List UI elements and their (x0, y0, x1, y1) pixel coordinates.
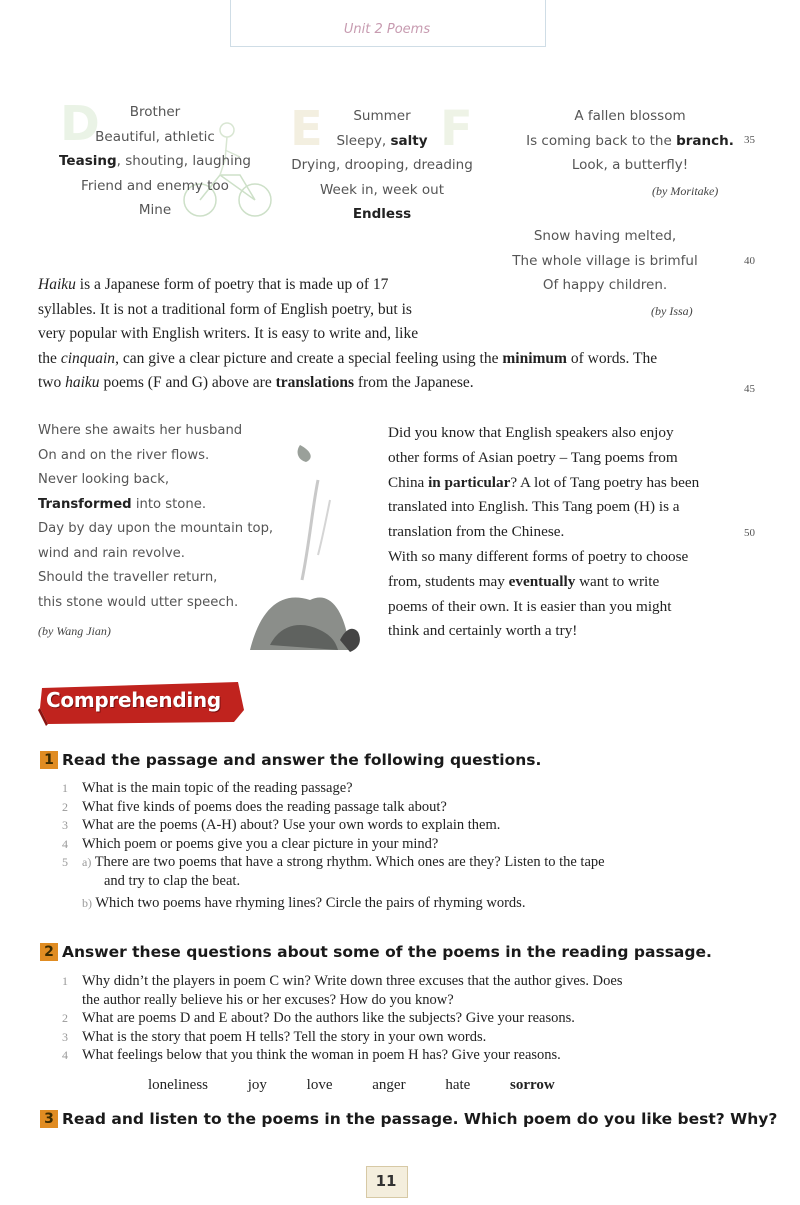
list-item: 3 What is the story that poem H tells? Tell the story in your own words. (62, 1028, 487, 1045)
poem-line: wind and rain revolve. (38, 545, 185, 561)
svg-text:E: E (290, 101, 323, 157)
svg-text:F: F (440, 101, 473, 157)
italic-term: Haiku (38, 276, 76, 293)
poem-f-attribution: (by Moritake) (652, 184, 719, 198)
line-number: 35 (744, 134, 755, 146)
question-2-heading: 2 Answer these questions about some of the poems in the reading passage. (40, 943, 712, 961)
feeling-word: hate (445, 1077, 471, 1093)
bold-word: translations (275, 374, 354, 391)
poem-line: this stone would utter speech. (38, 594, 239, 610)
feeling-word: anger (372, 1077, 406, 1093)
ink-wash-stone-illustration-icon (240, 440, 370, 655)
line-number: 50 (744, 527, 755, 539)
question-3-heading: 3 Read and listen to the poems in the passage. Which poem do you like best? Why? (40, 1110, 777, 1128)
poem-line: Transformed into stone. (38, 496, 207, 512)
line-number: 40 (744, 255, 755, 267)
list-item-continuation: the author really believe his or her excuses? How do you know? (82, 991, 454, 1008)
list-item: 3 What are the poems (A-H) about? Use your own words to explain them. (62, 817, 501, 833)
poem-f (510, 104, 750, 178)
haiku-paragraph: Haiku is a Japanese form of poetry that is made up of 17 syllables. It is not a traditional form of English poetry, but is very popular with English writers. It is easy to write and, like the cinquain, can give a clear picture and create a special feeling using the minimum of words. The two haiku poems (F and G) above are translations from the Japanese. (38, 276, 658, 391)
poem-line: Where she awaits her husband (38, 423, 243, 438)
tang-paragraph: Did you know that English speakers also enjoy other forms of Asian poetry – Tang poems from China in particular? A lot of Tang poetry has been translated into English. This Tang poem (H) is a translation from the Chinese. With so many different forms of poetry to choose from, students may eventually want to write poems of their own. It is easier than you might think and certainly worth a try! (388, 424, 700, 640)
section-title: Comprehending (46, 688, 221, 712)
list-item: b) Which two poems have rhyming lines? Circle the pairs of rhyming words. (82, 895, 526, 911)
poem-d (40, 100, 270, 223)
list-item: 1 Why didn’t the players in poem C win? Write down three excuses that the author gives. Does (62, 973, 623, 989)
poem-h-attribution: (by Wang Jian) (38, 624, 111, 638)
bold-word: eventually (508, 572, 576, 590)
poem-line: On and on the river flows. (38, 447, 210, 463)
question-number-badge: 1 (40, 751, 58, 769)
feeling-word: love (306, 1077, 333, 1093)
unit-title: Unit 2 Poems (343, 22, 431, 37)
bold-word: branch. (676, 132, 734, 149)
poem-line: Look, a butterfly! (571, 157, 689, 173)
poem-line: Snow having melted, (533, 228, 677, 244)
list-item: 5 a) There are two poems that have a strong rhythm. Which ones are they? Listen to the tape (62, 854, 605, 870)
question-1-list (62, 779, 762, 913)
poem-line: Is coming back to the branch. (526, 132, 734, 149)
poem-line: Mine (138, 202, 172, 218)
italic-term: haiku (65, 374, 100, 391)
list-item-continuation: and try to clap the beat. (104, 872, 241, 889)
poem-e (272, 104, 492, 227)
bold-word: Transformed (38, 496, 132, 512)
list-item: 1 What is the main topic of the reading passage? (62, 780, 353, 796)
poem-g-attribution: (by Issa) (651, 304, 693, 318)
poem-line: Teasing, shouting, laughing (59, 153, 251, 169)
poem-line: Week in, week out (319, 181, 445, 198)
poem-line: Beautiful, athletic (95, 128, 215, 145)
poem-line: Should the traveller return, (38, 570, 218, 585)
bold-word: salty (390, 132, 428, 149)
poem-line: Friend and enemy too (81, 177, 229, 194)
poem-line: Sleepy, salty (336, 132, 428, 149)
list-item: 2 What are poems D and E about? Do the authors like the subjects? Give your reasons. (62, 1010, 575, 1026)
bold-word: Teasing (59, 153, 117, 169)
list-item: 2 What five kinds of poems does the reading passage talk about? (62, 798, 447, 815)
list-item: 4 What feelings below that you think the woman in poem H has? Give your reasons. (62, 1047, 561, 1063)
feeling-word: joy (247, 1077, 267, 1093)
bold-word: Endless (352, 206, 412, 222)
poem-line: Drying, drooping, dreading (291, 157, 473, 173)
line-number: 45 (744, 383, 755, 395)
poem-line: Summer (353, 108, 411, 124)
feeling-word: sorrow (510, 1077, 555, 1093)
feeling-word: loneliness (148, 1077, 208, 1093)
poem-line: Brother (129, 104, 181, 120)
page-number: 11 (375, 1172, 397, 1190)
question-1-heading: 1 Read the passage and answer the following questions. (40, 751, 541, 769)
bold-word: in particular (428, 473, 511, 491)
poem-line (272, 202, 492, 227)
poem-line: Never looking back, (38, 472, 170, 487)
question-number-badge: 2 (40, 943, 58, 961)
poem-line: The whole village is brimful (512, 252, 698, 269)
question-number-badge: 3 (40, 1110, 58, 1128)
poem-line: Day by day upon the mountain top, (38, 521, 274, 536)
italic-term: cinquain (60, 349, 116, 367)
feelings-word-list (148, 1077, 598, 1094)
poem-line: A fallen blossom (574, 108, 686, 124)
list-item: 4 Which poem or poems give you a clear picture in your mind? (62, 835, 439, 852)
svg-text:D: D (60, 96, 100, 152)
bold-word: minimum (502, 349, 567, 367)
question-2-list (62, 972, 772, 1065)
poem-line: Of happy children. (542, 277, 668, 293)
